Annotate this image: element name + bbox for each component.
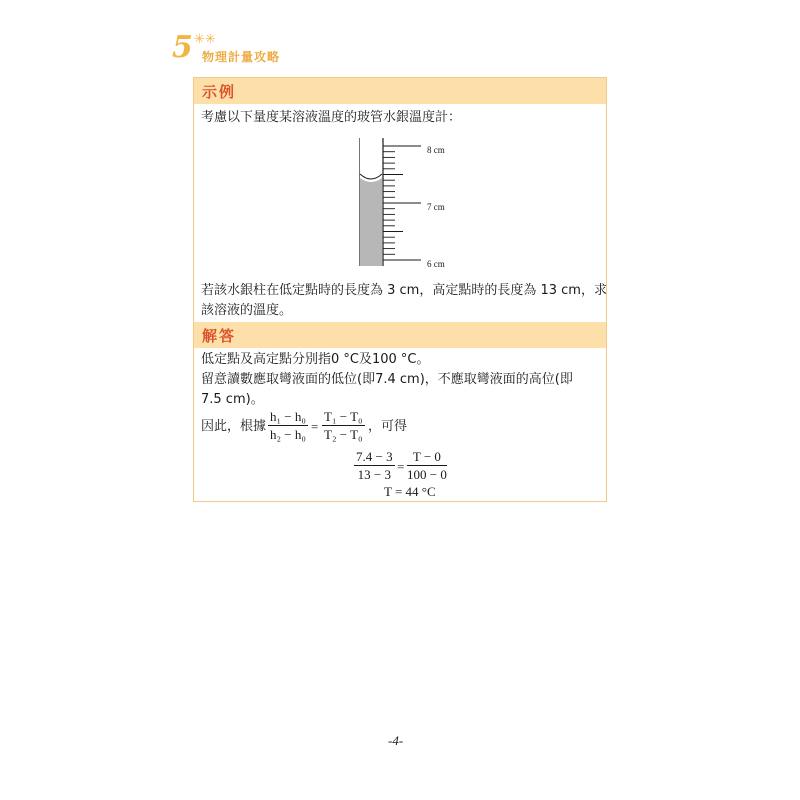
logo-number: 5 (172, 30, 193, 65)
formula-left-denominator: h₂ − h₀ (270, 427, 306, 442)
formula-equals: = (311, 419, 319, 434)
logo-star-icon: ✳✳ (194, 32, 216, 47)
calc-left-fraction (354, 448, 395, 483)
scale-label-8cm: 8 cm (427, 145, 445, 155)
book-logo (172, 30, 292, 70)
answer-line-2: 留意讀數應取彎液面的低位(即7.4 cm)，不應取彎液面的高位(即 (201, 372, 573, 387)
example-box (193, 77, 607, 502)
example-intro: 考慮以下量度某溶液溫度的玻管水銀溫度計： (201, 110, 462, 125)
formula-right-fraction (322, 408, 365, 443)
calc-left-denominator: 13 − 3 (357, 467, 391, 482)
formula-left-fraction (268, 408, 308, 443)
calc-right-fraction (407, 448, 447, 483)
example-header-label: 示例 (202, 83, 237, 101)
page-number: -4- (388, 733, 404, 748)
scale-label-7cm: 7 cm (427, 202, 445, 212)
formula-left-numerator: h₁ − h₀ (270, 409, 306, 424)
meniscus (360, 174, 382, 179)
calc-right-numerator: T − 0 (407, 448, 447, 466)
example-header (194, 78, 606, 104)
question-line-1: 若該水銀柱在低定點時的長度為 3 cm，高定點時的長度為 13 cm，求 (201, 283, 607, 298)
answer-line-4-suffix: ，可得 (368, 419, 408, 434)
result-line: T = 44 °C (384, 484, 436, 499)
thermometer-diagram (359, 138, 469, 274)
answer-line-4-prefix: 因此，根據 (201, 419, 267, 434)
answer-header (194, 322, 606, 348)
scale-label-6cm: 6 cm (427, 259, 445, 269)
formula-right-denominator: T₂ − T₀ (324, 427, 363, 442)
calc-right-denominator: 100 − 0 (407, 467, 447, 482)
answer-header-label: 解答 (202, 327, 237, 345)
answer-line-3: 7.5 cm)。 (201, 392, 264, 407)
answer-line-1: 低定點及高定點分別指0 °C及100 °C。 (201, 352, 430, 367)
formula-right-numerator: T₁ − T₀ (324, 409, 363, 424)
calc-equals: = (397, 459, 405, 474)
question-line-2: 該溶液的溫度。 (201, 303, 293, 318)
logo-title: 物理計量攻略 (202, 50, 281, 64)
mercury-column (360, 178, 382, 266)
calc-left-numerator: 7.4 − 3 (356, 449, 393, 464)
